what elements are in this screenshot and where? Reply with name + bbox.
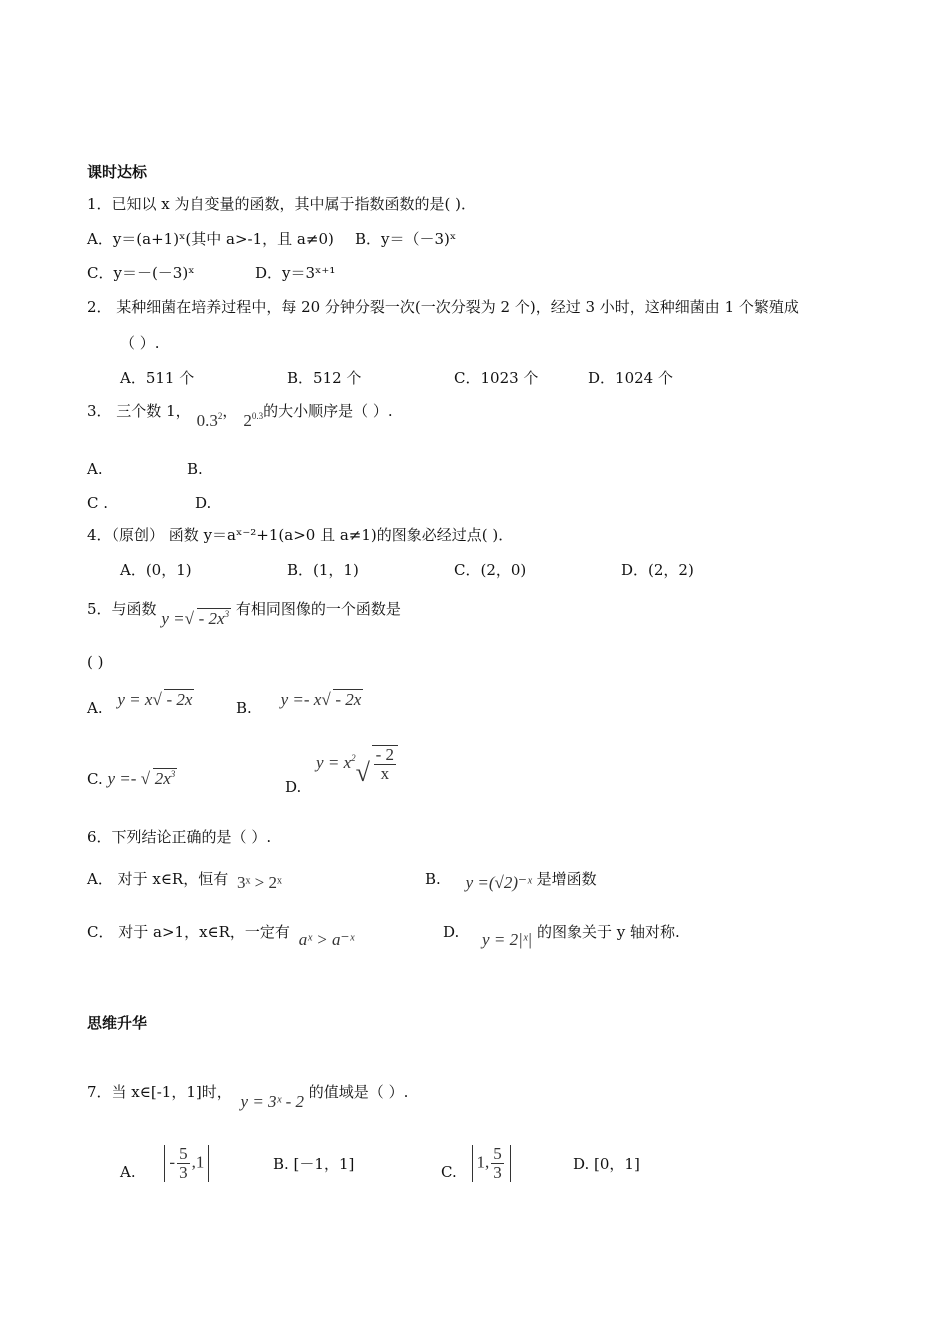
question-7-stem: 7．当 x∈[-1，1]时， y = 3ˣ - 2 的值域是（ ）.	[87, 1083, 409, 1111]
question-2-stem: 2． 某种细菌在培养过程中，每 20 分钟分裂一次(一次分裂为 2 个)，经过 3 小时，这种细菌由 1 个繁殖成	[87, 298, 799, 316]
question-4-stem: 4．（原创） 函数 y＝aˣ⁻²+1(a>0 且 a≠1)的图象必经过点( )．	[87, 526, 514, 544]
question-3-option-c: C .	[87, 494, 109, 512]
question-2-option-c: C．1023 个	[454, 369, 539, 387]
question-4-option-c: C．(2，0)	[454, 561, 527, 579]
question-7-option-b: B. [－1，1]	[273, 1155, 355, 1173]
question-5-option-c: C. y =- √ $2x^3$	[87, 769, 176, 788]
question-6-option-a: A． 对于 x∈R，恒有 3ˣ > 2ˣ	[87, 870, 282, 892]
section-title-practice: 课时达标	[87, 163, 148, 181]
question-1-stem: 1．已知以 x 为自变量的函数，其中属于指数函数的是( )．	[87, 195, 477, 213]
section-title-thinking: 思维升华	[87, 1014, 148, 1032]
question-6-stem: 6．下列结论正确的是（ ）.	[87, 828, 272, 846]
question-1-option-a: A．y＝(a+1)ˣ(其中 a>-1，且 a≠0)	[87, 230, 334, 248]
question-4-option-d: D．(2，2)	[621, 561, 694, 579]
question-2-stem-blank: （ ）.	[120, 334, 160, 352]
question-5-stem: 5．与函数 y = √ - $2x^3$ 有相同图像的一个函数是	[87, 600, 401, 628]
question-7-option-a: A. - $\frac{5}{3}$ ,1	[120, 1145, 209, 1199]
question-2-option-d: D．1024 个	[588, 369, 673, 387]
question-3-option-b: B.	[187, 460, 203, 478]
question-3-option-a: A.	[87, 460, 103, 478]
question-1-option-d: D．y＝3ˣ⁺¹	[255, 264, 336, 282]
question-1-option-b: B．y＝（－3)ˣ	[355, 230, 457, 248]
question-6-option-c: C． 对于 a>1，x∈R，一定有 aˣ > a⁻ˣ	[87, 923, 355, 949]
question-7-option-d: D. [0，1]	[573, 1155, 640, 1173]
question-7-option-c: C. 1, $\frac{5}{3}$	[441, 1145, 511, 1199]
question-2-option-a: A．511 个	[120, 369, 195, 387]
question-5-option-b: B. y =- x √ - 2x	[236, 690, 362, 717]
question-4-option-a: A．(0，1)	[120, 561, 192, 579]
question-5-function: y = √ - $2x^3$	[161, 609, 230, 628]
question-5-option-a: A. y = x √ - 2x	[87, 690, 193, 717]
question-6-option-b: B. y =(√2)⁻ˣ 是增函数	[425, 870, 597, 892]
question-6-option-d: D. y = 2|ˣ| 的图象关于 y 轴对称.	[443, 923, 680, 949]
question-3-stem: 3． 三个数 1， $0.3^2$， $2^{0.3}$的大小顺序是（ ）.	[87, 402, 393, 430]
question-2-option-b: B．512 个	[287, 369, 362, 387]
question-4-option-b: B．(1，1)	[287, 561, 359, 579]
question-5-blank: ( )	[87, 653, 104, 671]
question-3-option-d: D.	[195, 494, 212, 512]
question-1-option-c: C．y＝－(－3)ˣ	[87, 264, 195, 282]
question-5-option-d: D. $y = x^2$ √ $\frac{- 2}{x}$	[285, 745, 398, 795]
